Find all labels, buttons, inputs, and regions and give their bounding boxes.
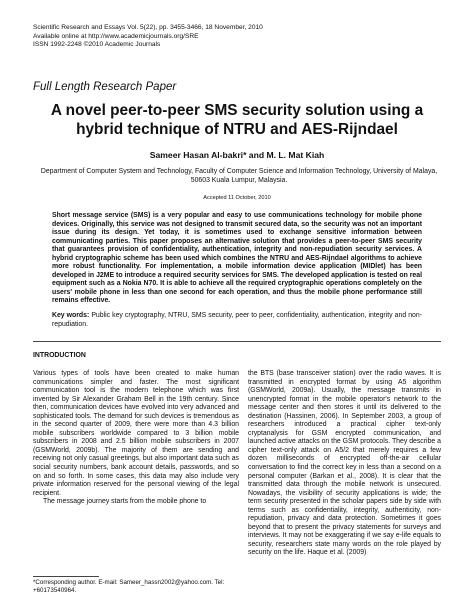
footnote-divider [33,576,99,577]
intro-paragraph-continued: the BTS (base transceiver station) over the radio waves. It is transmitted in encrypted format by using A5 algorithm (GSMWorld, 2009a). Usually, the message transmits in unencrypted format in the mobile operator's network to the message center and then stores it until its delivered to the destination (Hassinen, 2006). In September 2003, a group of researchers introduced a practical cipher text-only cryptanalysis for GSM encrypted communication, and launched active attacks on the GSM protocols. They describe a cipher text-only attack on A5/2 that merely requires a few dozen milliseconds of encrypted off-the-air cellular conversation to find the correct key in less than a second on a personal computer (Barkan et al., 2008). It is clear that the transmitted data through the mobile network is unsecured. Nowadays, the visibility of security applications is wide; the term security presented in the scholar papers side by side with terms such as confidentiality, integrity, authenticity, non-repudiation, privacy and data protection. Sometimes it goes beyond that to present the privacy statements for surveys and interviews. It may not be exaggerating if we say e-life equals to security, researchers state many words on the role played by security on the life. Haque et al. (2009) [248,370,441,557]
journal-header [33,24,263,50]
keywords [52,312,422,329]
right-column [248,370,441,558]
journal-citation: Scientific Research and Essays Vol. 5(22), pp. 3455-3466, 18 November, 2010 [33,24,263,31]
author-list: Sameer Hasan Al-bakri* and M. L. Mat Kiah [149,150,325,160]
section-heading-introduction: INTRODUCTION [33,352,86,359]
corresponding-author-footnote: *Corresponding author. E-mail: Sameer_hassn2002@yahoo.com. Tel: +60173540964. [33,579,225,594]
keywords-text: Public key cryptography, NTRU, SMS security, peer to peer, confidentiality, authentication, integrity and non-repudiation. [52,312,422,328]
author-affiliation: Department of Computer System and Technology, Faculty of Computer Science and Information Technology, University of Malaya, 50603 Kuala Lumpur, Malaysia. [40,168,438,184]
abstract: Short message service (SMS) is a very popular and easy to use communications technology for mobile phone devices. Originally, this service was not designed to transmit secured data, so the security was not an important issue during its design. Yet today, it is sometimes used to exchange sensitive information between communicating parties. This paper proposes an alternative solution that provides a peer-to-peer SMS security that guarantees provision of confidentiality, authentication, integrity and non-repudiation security services. A hybrid cryptographic scheme has been used which combines the NTRU and AES-Rijndael algorithms to achieve more robust functionality. For implementation, a mobile information device application (MIDlet) has been developed in J2ME to introduce a required security services for SMS. The developed application is tested on real equipment such as a Nokia N70. It is able to achieve all the required cryptographic operations completely on the users' mobile phone in less than one second for each operation, and thus the mobile phone performance still remains effective. [52,212,422,305]
intro-paragraph-1: Various types of tools have been created to make human communications simpler and faster. The most significant communication tool is the modern telephone which was first invented by Sir Alexander Graham Bell in the 19th century. Since then, communication devices have evolved into very advanced and sophisticated tools. The demand for such devices is tremendous as in the second quarter of 2009, there were more than 4.3 billion mobile subscribers worldwide compared to 3 billion mobile subscribers in 2008 and 2.5 billion mobile subscribers in 2007 (GSMWorld, 2009b). The majority of them are sending and receiving not only casual greetings, but also important data such as social security numbers, bank account details, passwords, and so on and so forth. In some cases, this data may also include very private information reserved for the personal viewing of the legal recipient. [33,370,239,497]
journal-issn: ISSN 1992-2248 ©2010 Academic Journals [33,41,161,49]
intro-paragraph-2: The message journey starts from the mobile phone to [43,498,207,506]
keywords-label: Key words: [52,312,90,319]
title-line-2: hybrid technique of NTRU and AES-Rijndael [76,121,398,138]
left-column [33,370,239,507]
paper-title [22,101,452,139]
journal-online-link[interactable]: Available online at http://www.academicjournals.org/SRE [33,32,199,40]
title-line-1: A novel peer-to-peer SMS security solution using a [50,102,424,119]
divider-line [33,341,441,342]
accepted-date: Accepted 11 October, 2010 [203,195,271,201]
paper-type: Full Length Research Paper [33,81,177,93]
